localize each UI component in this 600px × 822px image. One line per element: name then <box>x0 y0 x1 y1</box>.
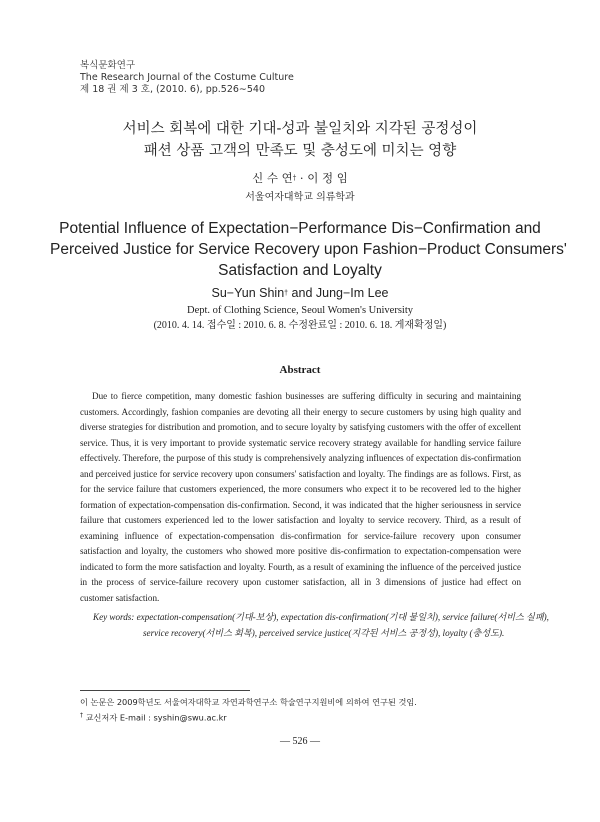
journal-korean-name: 복식문화연구 <box>80 60 136 71</box>
korean-author2: 이 정 임 <box>307 171 348 185</box>
corresponding-mark: † <box>292 174 297 182</box>
abstract-heading: Abstract <box>279 364 321 376</box>
footnotes <box>80 696 417 725</box>
abstract-body: Due to fierce competition, many domestic fashion businesses are suffering difficulty in securing and maintaining customers. Accordingly, fashion companies are devoting all their energy to secure customers by using high quality and diverse strategies for distribution and promotion, and to secure loyalty by satisfying customers with the offer of excellent service. Thus, it is very important to provide systematic service recovery strategy available for handling service failure effectively. Therefore, the purpose of this study is comprehensively analyzing influences of expectation dis-confirmation and perceived justice for service recovery upon consumers' satisfaction and loyalty. The findings are as follows. First, as for the service failure that customers experienced, the more consumers who expect it to be recovered led to the higher formation of expectation-compensation dis-confirmation. Second, it was indicated that the higher seriousness in service failure that customers experienced led to the lower satisfaction and loyalty to service recovery. Third, as a result of examining influence of expectation-compensation dis-confirmation for service-failure recovery upon consumer satisfaction and loyalty, the customers who showed more positive dis-confirmation to expectation-compensation were indicated to form the more satisfaction and loyalty. Fourth, as a result of examining the influence of the perceived justice in the process of service-failure recovery upon customer satisfaction, all in 3 dimensions of justice had effect on customer satisfaction. <box>80 391 521 603</box>
corresponding-mark-en: † <box>284 290 289 297</box>
korean-title-line2: 패션 상품 고객의 만족도 및 충성도에 미치는 영향 <box>143 143 457 159</box>
journal-header <box>80 60 294 96</box>
english-title-line1: Potential Influence of Expectation−Performance Dis−Confirmation and <box>59 220 541 237</box>
footnote-divider <box>80 690 250 691</box>
korean-author1: 신 수 연 <box>252 171 293 185</box>
english-author-names <box>0 284 600 303</box>
page-number: ― 526 ― <box>280 736 320 747</box>
korean-title-line1: 서비스 회복에 대한 기대-성과 불일치와 지각된 공정성이 <box>122 121 478 137</box>
english-authors <box>0 284 600 333</box>
english-title-line2: Perceived Justice for Service Recovery upon Fashion−Product Consumers' <box>50 241 567 258</box>
english-author2: and Jung−Im Lee <box>288 286 389 300</box>
submission-dates: (2010. 4. 14. 접수일 : 2010. 6. 8. 수정완료일 : 2010. 6. 18. 게재확정일) <box>153 320 447 331</box>
keywords-label: Key words: <box>93 612 135 622</box>
keywords <box>93 610 571 641</box>
journal-english-name: The Research Journal of the Costume Culture <box>80 72 294 83</box>
author-separator: · <box>296 171 308 185</box>
english-department: Dept. of Clothing Science, Seoul Women's University <box>187 305 413 316</box>
korean-affiliation: 서울여자대학교 의류학과 <box>245 192 355 203</box>
journal-volume-issue: 제 18 권 제 3 호, (2010. 6), pp.526∼540 <box>80 84 265 95</box>
english-title-line3: Satisfaction and Loyalty <box>218 262 382 279</box>
footnote-corresponding <box>80 709 417 725</box>
korean-title <box>0 118 600 162</box>
footnote-mark: † <box>80 712 83 719</box>
korean-authors <box>0 168 600 208</box>
english-title <box>50 218 567 281</box>
footnote-funding: 이 논문은 2009학년도 서울여자대학교 자연과학연구소 학술연구지원비에 의하여 연구된 것임. <box>80 697 417 707</box>
keywords-text: expectation-compensation(기대-보상), expectation dis-confirmation(기대 불일치), service failure(서비스 실패), service recovery(서비스 회복), perceived service justice(지각된 서비스 공정성), loyalty (충성도). <box>136 612 549 638</box>
footnote-email: 교신저자 E-mail : syshin@swu.ac.kr <box>83 712 227 723</box>
english-author1: Su−Yun Shin <box>211 286 285 300</box>
